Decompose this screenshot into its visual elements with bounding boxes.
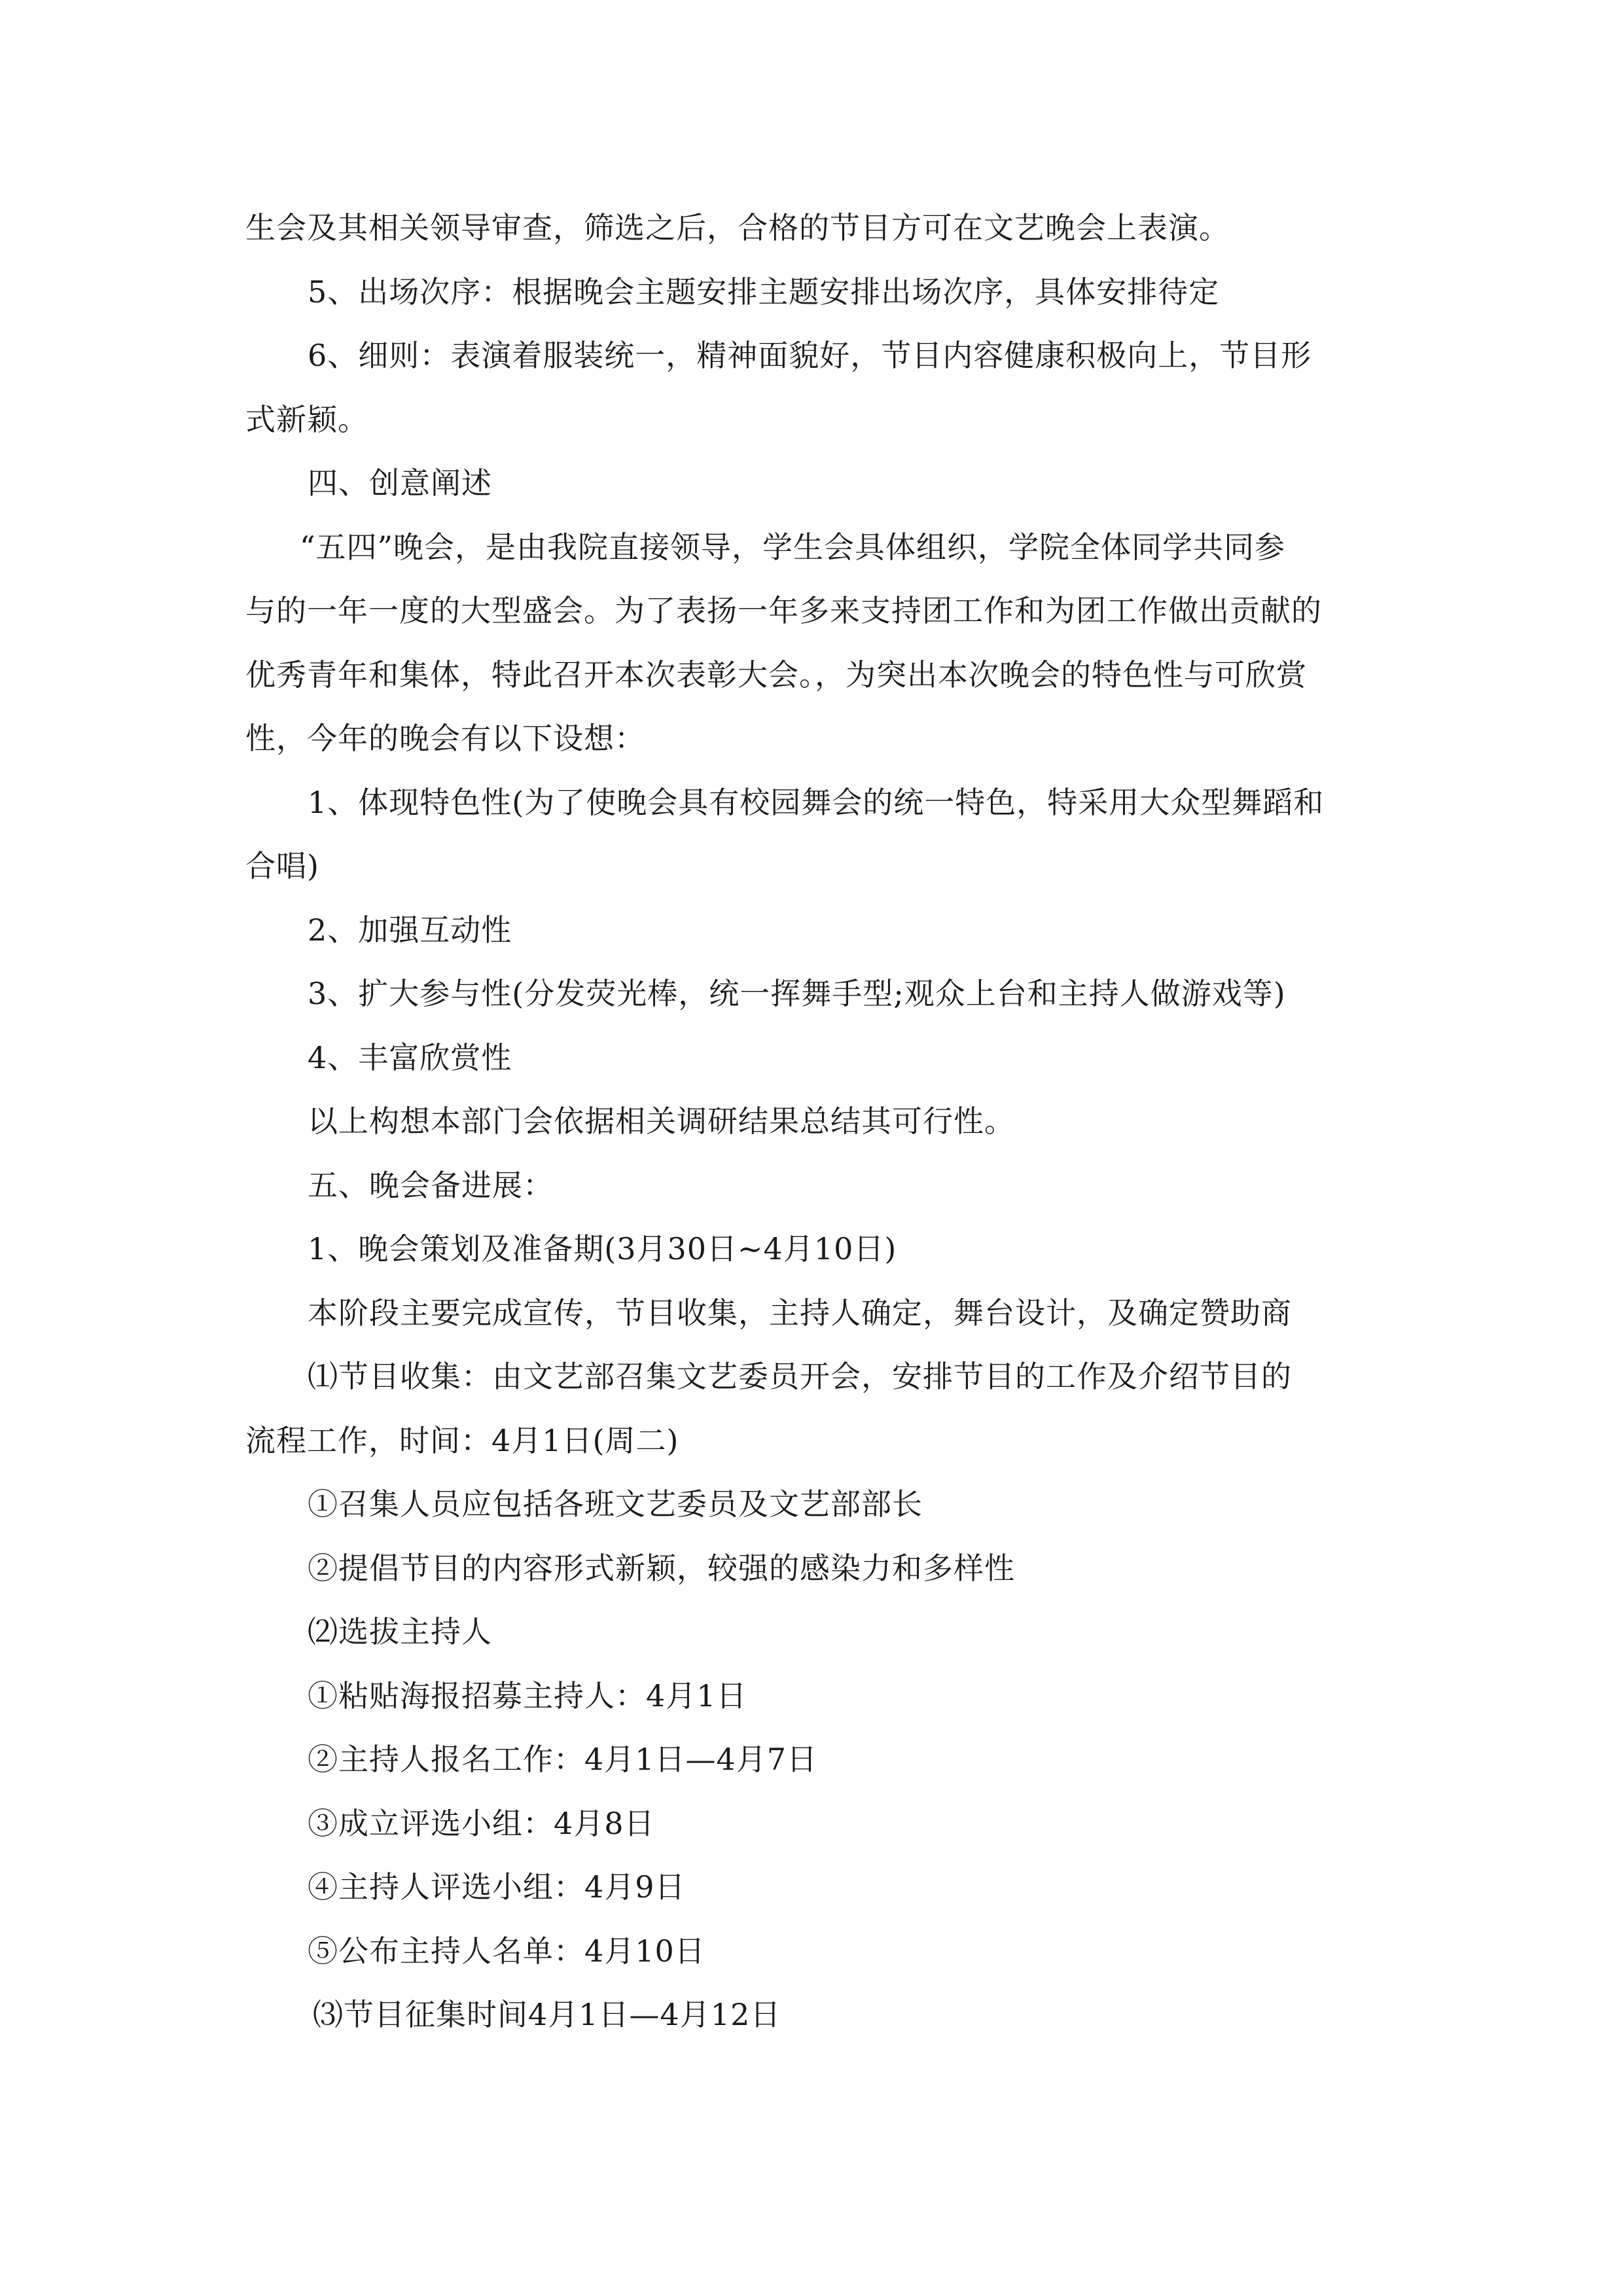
subsection-heading: ⑵选拔主持人 <box>308 1614 492 1649</box>
paragraph-line: 合唱) <box>245 848 319 884</box>
list-item: ②主持人报名工作：4月1日—4月7日 <box>308 1742 818 1777</box>
paragraph-line: 3、扩大参与性(分发荧光棒，统一挥舞手型;观众上台和主持人做游戏等) <box>308 976 1286 1011</box>
paragraph-line: 5、出场次序：根据晚会主题安排主题安排出场次序，具体安排待定 <box>308 274 1220 310</box>
section-heading: 四、创意阐述 <box>308 465 492 501</box>
list-item: ①粘贴海报招募主持人：4月1日 <box>308 1678 747 1713</box>
list-item: ④主持人评选小组：4月9日 <box>308 1869 686 1905</box>
section-heading: 五、晚会备进展： <box>308 1168 554 1203</box>
paragraph-line: 优秀青年和集体，特此召开本次表彰大会。，为突出本次晚会的特色性与可欣赏 <box>245 657 1307 692</box>
paragraph-line: 本阶段主要完成宣传，节目收集，主持人确定，舞台设计，及确定赞助商 <box>308 1295 1292 1331</box>
list-item: ⑤公布主持人名单：4月10日 <box>308 1933 705 1969</box>
paragraph-line: 性，今年的晚会有以下设想： <box>245 721 645 756</box>
paragraph-line: 6、细则：表演着服装统一，精神面貌好，节目内容健康积极向上，节目形 <box>308 338 1312 373</box>
paragraph-line: 式新颖。 <box>245 402 368 437</box>
paragraph-line: 4、丰富欣赏性 <box>308 1040 512 1075</box>
paragraph-line: 与的一年一度的大型盛会。为了表扬一年多来支持团工作和为团工作做出贡献的 <box>245 593 1322 628</box>
paragraph-line: ⑴节目收集：由文艺部召集文艺委员开会，安排节目的工作及介绍节目的 <box>308 1359 1292 1394</box>
list-item: ③成立评选小组：4月8日 <box>308 1806 655 1841</box>
paragraph-line: 2、加强互动性 <box>308 912 512 948</box>
list-item: ②提倡节目的内容形式新颖，较强的感染力和多样性 <box>308 1551 1015 1586</box>
subsection-heading: ⑶节目征集时间4月1日—4月12日 <box>313 1997 781 2032</box>
paragraph-line: 流程工作，时间：4月1日(周二) <box>245 1423 679 1458</box>
paragraph-line: 1、体现特色性(为了使晚会具有校园舞会的统一特色，特采用大众型舞蹈和 <box>308 785 1325 820</box>
paragraph-line: “五四”晚会，是由我院直接领导，学生会具体组织，学院全体同学共同参 <box>300 529 1286 565</box>
paragraph-line: 生会及其相关领导审查，筛选之后，合格的节目方可在文艺晚会上表演。 <box>245 210 1230 245</box>
paragraph-line: 1、晚会策划及准备期(3月30日~4月10日) <box>308 1231 897 1266</box>
list-item: ①召集人员应包括各班文艺委员及文艺部部长 <box>308 1486 923 1522</box>
paragraph-line: 以上构想本部门会依据相关调研结果总结其可行性。 <box>308 1103 1015 1139</box>
